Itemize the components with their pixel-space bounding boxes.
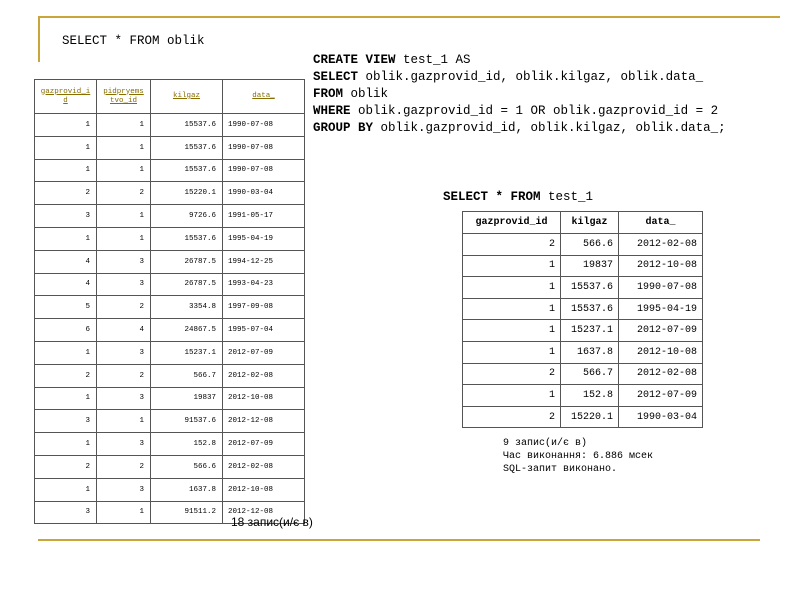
table-cell: 2012-12-08 <box>223 501 305 524</box>
table-cell: 2 <box>35 182 97 205</box>
table-cell: 6 <box>35 319 97 342</box>
table-cell: 3 <box>97 478 151 501</box>
table-cell: 3 <box>35 501 97 524</box>
table-row <box>35 341 305 364</box>
table-cell: 24867.5 <box>151 319 223 342</box>
table-row <box>463 406 703 428</box>
table-cell: 566.6 <box>561 234 619 256</box>
table-cell: 1 <box>35 114 97 137</box>
table-cell: 1 <box>35 478 97 501</box>
table-cell: 566.7 <box>561 363 619 385</box>
table-row <box>35 319 305 342</box>
sql-text: oblik.gazprovid_id, oblik.kilgaz, oblik.data_ <box>358 70 704 84</box>
table-cell: 15237.1 <box>561 320 619 342</box>
table-row <box>463 363 703 385</box>
column-header-pidpryemstvo-id[interactable]: pidpryems tvo_id <box>97 80 151 114</box>
table-cell: 2012-10-08 <box>619 255 703 277</box>
table-cell: 2012-12-08 <box>223 410 305 433</box>
table-cell: 566.6 <box>151 455 223 478</box>
sql-keyword: FROM <box>313 87 344 101</box>
table-cell: 2012-10-08 <box>223 387 305 410</box>
table-cell: 1991-05-17 <box>223 205 305 228</box>
column-header-data[interactable]: data_ <box>223 80 305 114</box>
sql-keyword: SELECT <box>313 70 359 84</box>
column-header-kilgaz[interactable]: kilgaz <box>151 80 223 114</box>
table-cell: 91511.2 <box>151 501 223 524</box>
table-cell: 2012-02-08 <box>619 234 703 256</box>
column-header-gazprovid-id[interactable]: gazprovid_i d <box>35 80 97 114</box>
table-cell: 566.7 <box>151 364 223 387</box>
table-cell: 3 <box>35 205 97 228</box>
table-row <box>35 273 305 296</box>
table-cell: 2 <box>97 296 151 319</box>
table-row <box>35 205 305 228</box>
table-row <box>35 410 305 433</box>
table-cell: 9726.6 <box>151 205 223 228</box>
table-cell: 1 <box>35 227 97 250</box>
table-cell: 1994-12-25 <box>223 250 305 273</box>
column-header-kilgaz: kilgaz <box>561 212 619 234</box>
table-cell: 1 <box>97 410 151 433</box>
table-cell: 1990-07-08 <box>619 277 703 299</box>
table-cell: 1997-09-08 <box>223 296 305 319</box>
table-cell: 1 <box>463 255 561 277</box>
table-cell: 3 <box>97 273 151 296</box>
table-cell: 26787.5 <box>151 273 223 296</box>
table-cell: 2012-07-09 <box>619 385 703 407</box>
table-row <box>463 277 703 299</box>
table-cell: 3 <box>97 250 151 273</box>
table-cell: 3 <box>35 410 97 433</box>
table-cell: 1995-07-04 <box>223 319 305 342</box>
table-cell: 1 <box>35 341 97 364</box>
table-cell: 1 <box>463 320 561 342</box>
table-cell: 2 <box>35 364 97 387</box>
title-query: SELECT * FROM oblik <box>62 34 205 48</box>
table-row <box>35 387 305 410</box>
table-cell: 1 <box>97 205 151 228</box>
table-cell: 15537.6 <box>561 298 619 320</box>
query-status <box>503 437 653 476</box>
oblik-table <box>34 79 305 524</box>
table-row <box>35 227 305 250</box>
table-cell: 2 <box>463 363 561 385</box>
execution-time: Час виконання: 6.886 мсек <box>503 451 654 462</box>
table-cell: 1 <box>463 298 561 320</box>
table-row <box>35 250 305 273</box>
table-cell: 1 <box>463 385 561 407</box>
table-cell: 1 <box>35 387 97 410</box>
table-cell: 4 <box>35 250 97 273</box>
table-cell: 2012-10-08 <box>619 341 703 363</box>
sql-text: oblik.gazprovid_id, oblik.kilgaz, oblik.data_; <box>373 121 726 135</box>
table-cell: 1 <box>97 159 151 182</box>
table-cell: 1990-03-04 <box>223 182 305 205</box>
table-cell: 91537.6 <box>151 410 223 433</box>
table-cell: 2012-02-08 <box>619 363 703 385</box>
table-cell: 26787.5 <box>151 250 223 273</box>
result-count: 9 запис(и/є в) <box>503 438 588 449</box>
table-cell: 4 <box>35 273 97 296</box>
left-rule <box>38 16 40 62</box>
table-cell: 3 <box>97 341 151 364</box>
sql-keyword: CREATE VIEW <box>313 53 396 67</box>
top-rule <box>38 16 780 18</box>
sql-text: test_1 <box>540 190 594 204</box>
table-cell: 1 <box>35 433 97 456</box>
table-cell: 1990-07-08 <box>223 159 305 182</box>
oblik-record-count: 18 запис(и/є в) <box>231 515 313 529</box>
table-cell: 5 <box>35 296 97 319</box>
table-row <box>35 364 305 387</box>
table-cell: 1 <box>463 277 561 299</box>
table-cell: 2012-10-08 <box>223 478 305 501</box>
table-row <box>35 136 305 159</box>
table-row <box>35 433 305 456</box>
table-row <box>35 455 305 478</box>
table-cell: 2 <box>463 406 561 428</box>
table-row <box>463 255 703 277</box>
table-cell: 1990-07-08 <box>223 136 305 159</box>
table-cell: 15537.6 <box>151 227 223 250</box>
create-view-statement <box>313 52 726 137</box>
column-header-data: data_ <box>619 212 703 234</box>
table-cell: 19837 <box>561 255 619 277</box>
table-cell: 2 <box>97 364 151 387</box>
table-row <box>35 159 305 182</box>
table-row <box>35 114 305 137</box>
table-cell: 1 <box>97 136 151 159</box>
table-cell: 3 <box>97 433 151 456</box>
table-header-row <box>35 80 305 114</box>
table-cell: 15220.1 <box>561 406 619 428</box>
sql-keyword: SELECT * FROM <box>443 190 541 204</box>
table-cell: 1637.8 <box>151 478 223 501</box>
table-cell: 3354.8 <box>151 296 223 319</box>
table-cell: 15537.6 <box>151 114 223 137</box>
table-cell: 15537.6 <box>151 159 223 182</box>
query-done-message: SQL-запит виконано. <box>503 464 618 475</box>
table-row <box>463 298 703 320</box>
column-header-gazprovid-id: gazprovid_id <box>463 212 561 234</box>
table-row <box>463 341 703 363</box>
table-cell: 2012-02-08 <box>223 364 305 387</box>
table-cell: 152.8 <box>151 433 223 456</box>
table-row <box>35 478 305 501</box>
table-cell: 2 <box>35 455 97 478</box>
table-cell: 15220.1 <box>151 182 223 205</box>
table-cell: 1995-04-19 <box>223 227 305 250</box>
sql-text: oblik <box>343 87 389 101</box>
table-cell: 4 <box>97 319 151 342</box>
table-row <box>35 296 305 319</box>
table-cell: 152.8 <box>561 385 619 407</box>
sql-keyword: WHERE <box>313 104 351 118</box>
table-cell: 1 <box>97 114 151 137</box>
table-cell: 1 <box>463 341 561 363</box>
sql-text: oblik.gazprovid_id = 1 OR oblik.gazprovid_id = 2 <box>350 104 719 118</box>
table-cell: 1637.8 <box>561 341 619 363</box>
table-cell: 1995-04-19 <box>619 298 703 320</box>
table-row <box>463 320 703 342</box>
table-cell: 1993-04-23 <box>223 273 305 296</box>
table-cell: 2012-02-08 <box>223 455 305 478</box>
table-cell: 1 <box>35 159 97 182</box>
table-cell: 1990-03-04 <box>619 406 703 428</box>
table-row <box>463 385 703 407</box>
sql-text: test_1 AS <box>395 53 471 67</box>
view-result-table <box>462 211 703 428</box>
table-cell: 15237.1 <box>151 341 223 364</box>
table-cell: 15537.6 <box>151 136 223 159</box>
table-row <box>463 234 703 256</box>
table-cell: 1 <box>97 501 151 524</box>
table-cell: 2012-07-09 <box>223 341 305 364</box>
bottom-rule <box>38 539 760 541</box>
table-cell: 19837 <box>151 387 223 410</box>
sql-keyword: GROUP BY <box>313 121 374 135</box>
table-cell: 1990-07-08 <box>223 114 305 137</box>
table-cell: 15537.6 <box>561 277 619 299</box>
select-view-query <box>443 190 593 204</box>
table-cell: 2 <box>97 455 151 478</box>
table-header-row <box>463 212 703 234</box>
table-row <box>35 182 305 205</box>
table-cell: 3 <box>97 387 151 410</box>
table-cell: 1 <box>35 136 97 159</box>
table-cell: 1 <box>97 227 151 250</box>
table-cell: 2012-07-09 <box>619 320 703 342</box>
table-cell: 2 <box>97 182 151 205</box>
table-cell: 2 <box>463 234 561 256</box>
table-cell: 2012-07-09 <box>223 433 305 456</box>
